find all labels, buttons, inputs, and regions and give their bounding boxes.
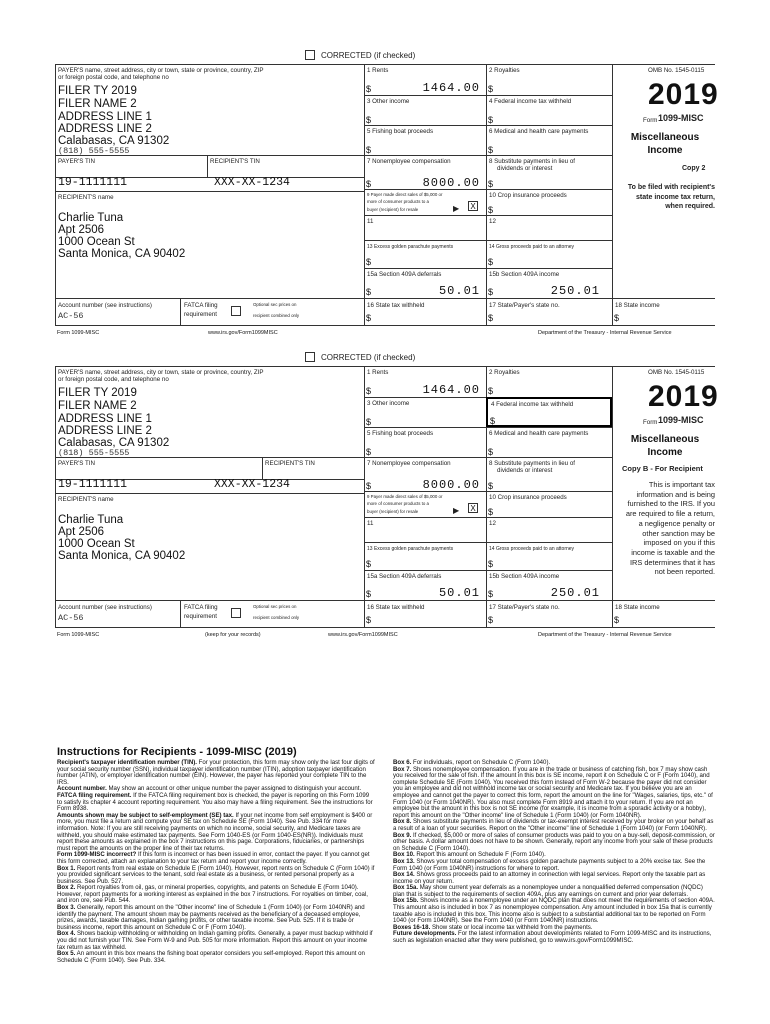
optional-label: Optional sec prices on bbox=[253, 604, 297, 609]
instruction-heading: Box 15a. bbox=[393, 884, 419, 892]
box10-dollar: $ bbox=[488, 205, 494, 215]
instruction-paragraph bbox=[393, 898, 715, 924]
footer-dept: Department of the Treasury - Internal Revenue Service bbox=[538, 330, 672, 336]
recipient-name-label: RECIPIENT'S name bbox=[58, 194, 114, 201]
instruction-heading: Box 10. bbox=[393, 851, 415, 859]
box18-dollar: $ bbox=[614, 313, 620, 323]
box8-label-2: dividends or interest bbox=[497, 467, 553, 474]
box1-label: 1 Rents bbox=[367, 369, 389, 376]
tax-year: 2019 bbox=[648, 78, 719, 111]
box7-label: 7 Nonemployee compensation bbox=[367, 460, 451, 467]
box5-label: 5 Fishing boat proceeds bbox=[367, 430, 434, 437]
form-title-2: Income bbox=[647, 145, 683, 156]
box4-label: 4 Federal income tax withheld bbox=[491, 401, 574, 408]
instruction-heading: Future developments. bbox=[393, 930, 457, 938]
box9-label-3: buyer (recipient) for resale bbox=[367, 509, 419, 514]
account-label: Account number (see instructions) bbox=[58, 302, 152, 309]
instruction-paragraph bbox=[57, 793, 375, 813]
box15a-value: 50.01 bbox=[438, 284, 480, 298]
payer-phone: (818) 555-5555 bbox=[58, 448, 130, 458]
optional-label-2: recipient combined only bbox=[253, 615, 300, 620]
instruction-text: Shows income as a nonemployee under an NQDC plan that does not meet the requirements of section 409A. This amount also is included in box 7 as nonemployee compensation. Any amount included in box 15a that is currently taxable also is included in this box. This income also is subject to a substantial additional tax to be reported on Form 1040 (or Form 1040NR). See the Form 1040 (or Form 1040NR) instructions. bbox=[393, 897, 715, 925]
box11-label: 11 bbox=[367, 520, 374, 527]
box14-label: 14 Gross proceeds paid to an attorney bbox=[489, 244, 575, 250]
instruction-paragraph bbox=[57, 951, 375, 964]
box15b-dollar: $ bbox=[488, 589, 494, 599]
recipient-tin: XXX-XX-1234 bbox=[214, 478, 290, 491]
instructions-title: Instructions for Recipients - 1099-MISC (2019) bbox=[57, 746, 297, 758]
instruction-text: May show an account or other unique number the payer assigned to distinguish your account. bbox=[106, 785, 362, 793]
copy-description: To be filed with recipient's state income tax return, when required. bbox=[627, 184, 715, 210]
box7-dollar: $ bbox=[366, 481, 372, 491]
instruction-text: For individuals, report on Schedule C (Form 1040). bbox=[411, 759, 551, 766]
box9-label: 9 Payer made direct sales of $5,000 or bbox=[367, 192, 443, 197]
instruction-heading: Box 13. bbox=[393, 857, 415, 865]
footer-form: Form 1099-MISC bbox=[57, 330, 100, 336]
instruction-text: Show state or local income tax withheld from the payments. bbox=[430, 923, 593, 931]
box12-label: 12 bbox=[489, 218, 496, 225]
instruction-heading: Box 5. bbox=[57, 950, 76, 958]
recipient-line: Apt 2506 bbox=[58, 224, 105, 236]
payer-line: FILER NAME 2 bbox=[58, 98, 137, 110]
box14-dollar: $ bbox=[488, 257, 494, 267]
instruction-heading: Box 8. bbox=[393, 818, 412, 826]
box2-dollar: $ bbox=[488, 386, 494, 396]
optional-label: Optional sec prices on bbox=[253, 302, 297, 307]
box1-dollar: $ bbox=[366, 84, 372, 94]
box4-dollar: $ bbox=[488, 115, 494, 125]
box8-label: 8 Substitute payments in lieu of bbox=[489, 158, 575, 165]
box15b-dollar: $ bbox=[488, 287, 494, 297]
footer-dept: Department of the Treasury - Internal Revenue Service bbox=[538, 632, 672, 638]
form-prefix: Form bbox=[643, 419, 658, 426]
instructions-left-column bbox=[57, 760, 375, 964]
payer-line: Calabasas, CA 91302 bbox=[58, 437, 170, 449]
box14-label: 14 Gross proceeds paid to an attorney bbox=[489, 546, 575, 552]
box5-dollar: $ bbox=[366, 447, 372, 457]
instruction-heading: Box 7. bbox=[393, 765, 412, 773]
instruction-text: Report royalties from oil, gas, or mineral properties, copyrights, and patents on Schedule E (Form 1040). However, report payments for a working interest as explained in the box 7 instructions. For royalties on timber, coal, and iron ore, see Pub. 544. bbox=[57, 884, 368, 905]
payer-line: ADDRESS LINE 2 bbox=[58, 425, 152, 437]
instruction-text: An amount in this box means the fishing boat operator considers you self-employed. Report this amount on Schedule C (Form 1040). See Pub. 334. bbox=[57, 950, 365, 964]
payer-phone: (818) 555-5555 bbox=[58, 146, 130, 156]
instruction-heading: Box 4. bbox=[57, 930, 76, 938]
box17-dollar: $ bbox=[488, 615, 494, 625]
box3-label: 3 Other income bbox=[367, 98, 410, 105]
box1-dollar: $ bbox=[366, 386, 372, 396]
copy-label: Copy B - For Recipient bbox=[622, 464, 703, 473]
payer-line: FILER NAME 2 bbox=[58, 400, 137, 412]
box15a-value: 50.01 bbox=[438, 586, 480, 600]
box1-value: 1464.00 bbox=[422, 383, 480, 397]
footer-url: www.irs.gov/Form1099MISC bbox=[328, 632, 398, 638]
payer-tin: 19-1111111 bbox=[58, 176, 128, 189]
payer-label-2: or foreign postal code, and telephone no bbox=[58, 74, 169, 81]
corrected-checkbox[interactable] bbox=[305, 352, 315, 362]
recipient-tin-label: RECIPIENT'S TIN bbox=[210, 158, 260, 165]
box4-dollar: $ bbox=[490, 416, 496, 426]
instruction-heading: Box 6. bbox=[393, 759, 412, 766]
instruction-paragraph bbox=[393, 931, 715, 944]
instruction-text: Report this amount on Schedule F (Form 1040). bbox=[414, 851, 546, 859]
recipient-tin: XXX-XX-1234 bbox=[214, 176, 290, 189]
instruction-heading: Box 9. bbox=[393, 831, 412, 839]
instruction-heading: Boxes 16-18. bbox=[393, 923, 431, 931]
instruction-text: Shows substitute payments in lieu of dividends or tax-exempt interest received by your broker on your behalf as a result of a loan of your securities. Report on the "Other income" line of Schedule 1 (Form 1040) (or Form 1040NR). bbox=[393, 818, 714, 832]
payer-line: Calabasas, CA 91302 bbox=[58, 135, 170, 147]
form-title-1: Miscellaneous bbox=[630, 434, 700, 445]
box10-label: 10 Crop insurance proceeds bbox=[489, 494, 567, 501]
payer-line: FILER TY 2019 bbox=[58, 85, 137, 97]
form-name: 1099-MISC bbox=[658, 415, 704, 425]
box13-dollar: $ bbox=[366, 559, 372, 569]
box11-label: 11 bbox=[367, 218, 374, 225]
recipient-line: 1000 Ocean St bbox=[58, 236, 135, 248]
payer-tin: 19-1111111 bbox=[58, 478, 128, 491]
box15b-value: 250.01 bbox=[550, 586, 600, 600]
recipient-line: Charlie Tuna bbox=[58, 514, 124, 526]
arrow-icon: ▶ bbox=[453, 506, 460, 515]
instruction-heading: Amounts shown may be subject to self-employment (SE) tax. bbox=[57, 811, 234, 819]
instruction-text: Shows backup withholding or withholding on Indian gaming profits. Generally, a payer must backup withhold if you did not furnish your TIN. See Form W-9 and Pub. 505 for more information. Report this amount on your income tax return as tax withheld. bbox=[57, 930, 373, 951]
box9-label-2: more of consumer products to a bbox=[367, 501, 429, 506]
footer-keep: (keep for your records) bbox=[205, 632, 261, 638]
box17-label: 17 State/Payer's state no. bbox=[489, 302, 560, 309]
payer-line: FILER TY 2019 bbox=[58, 387, 137, 399]
box9-checkbox[interactable]: X bbox=[468, 201, 478, 211]
box8-dollar: $ bbox=[488, 481, 494, 491]
box3-label: 3 Other income bbox=[367, 400, 410, 407]
box1-label: 1 Rents bbox=[367, 67, 389, 74]
box16-label: 16 State tax withheld bbox=[367, 302, 425, 309]
tax-year: 2019 bbox=[648, 380, 719, 413]
form-copy-2 bbox=[0, 0, 770, 345]
box10-label: 10 Crop insurance proceeds bbox=[489, 192, 567, 199]
instruction-heading: Box 1. bbox=[57, 864, 76, 872]
form-title-1: Miscellaneous bbox=[630, 132, 700, 143]
form-copy-b bbox=[0, 302, 770, 647]
payer-label: PAYER'S name, street address, city or town, state or province, country, ZIP bbox=[58, 67, 264, 74]
box15a-label: 15a Section 409A deferrals bbox=[367, 271, 442, 278]
fatca-label: FATCA filing bbox=[184, 302, 218, 309]
payer-tin-label: PAYER'S TIN bbox=[58, 158, 95, 165]
footer-form: Form 1099-MISC bbox=[57, 632, 100, 638]
box7-value: 8000.00 bbox=[422, 478, 480, 492]
instruction-paragraph bbox=[57, 885, 375, 905]
instructions-right-column bbox=[393, 760, 715, 945]
box8-label-2: dividends or interest bbox=[497, 165, 553, 172]
box15a-dollar: $ bbox=[366, 287, 372, 297]
box6-label: 6 Medical and health care payments bbox=[489, 128, 589, 135]
box1-value: 1464.00 bbox=[422, 81, 480, 95]
box5-dollar: $ bbox=[366, 145, 372, 155]
box13-label: 13 Excess golden parachute payments bbox=[367, 546, 454, 552]
optional-label-2: recipient combined only bbox=[253, 313, 300, 318]
box9-label-2: more of consumer products to a bbox=[367, 199, 429, 204]
instruction-paragraph bbox=[393, 767, 715, 820]
box15b-label: 15b Section 409A income bbox=[489, 271, 560, 278]
box18-dollar: $ bbox=[614, 615, 620, 625]
box15b-value: 250.01 bbox=[550, 284, 600, 298]
omb-number: OMB No. 1545-0115 bbox=[648, 369, 705, 376]
account-number: AC-56 bbox=[58, 311, 84, 321]
corrected-label: CORRECTED (if checked) bbox=[321, 353, 416, 362]
instruction-heading: Box 15b. bbox=[393, 897, 419, 905]
payer-line: ADDRESS LINE 1 bbox=[58, 111, 152, 123]
copy-description: This is important tax information and is being furnished to the IRS. If you are required to file a return, a negligence penalty or other sanction may be imposed on you if this income is taxable and the IRS determines that it has not been reported. bbox=[625, 480, 715, 577]
box6-dollar: $ bbox=[488, 145, 494, 155]
corrected-label: CORRECTED (if checked) bbox=[321, 51, 416, 60]
box16-label: 16 State tax withheld bbox=[367, 604, 425, 611]
box15a-dollar: $ bbox=[366, 589, 372, 599]
recipient-line: Santa Monica, CA 90402 bbox=[58, 248, 186, 260]
omb-number: OMB No. 1545-0115 bbox=[648, 67, 705, 74]
box13-label: 13 Excess golden parachute payments bbox=[367, 244, 454, 250]
recipient-line: Santa Monica, CA 90402 bbox=[58, 550, 186, 562]
recipient-line: 1000 Ocean St bbox=[58, 538, 135, 550]
box2-label: 2 Royalties bbox=[489, 67, 520, 74]
box9-label: 9 Payer made direct sales of $5,000 or bbox=[367, 494, 443, 499]
box16-dollar: $ bbox=[366, 313, 372, 323]
box9-checkbox[interactable]: X bbox=[468, 503, 478, 513]
recipient-tin-label: RECIPIENT'S TIN bbox=[265, 460, 315, 467]
instruction-text: Report rents from real estate on Schedule E (Form 1040). However, report rents on Schedule C (Form 1040) if you provided significant services to the tenant, sold real estate as a business, or rented personal property as a business. See Pub. 527. bbox=[57, 864, 375, 885]
fatca-label: FATCA filing bbox=[184, 604, 218, 611]
box7-value: 8000.00 bbox=[422, 176, 480, 190]
copy-label: Copy 2 bbox=[682, 165, 706, 172]
box3-dollar: $ bbox=[366, 417, 372, 427]
box9-label-3: buyer (recipient) for resale bbox=[367, 207, 419, 212]
box13-dollar: $ bbox=[366, 257, 372, 267]
instruction-text: Generally, report this amount on the "Other income" line of Schedule 1 (Form 1040) (or Form 1040NR) and identify the payment. The amount shown may be payments received as the beneficiary of a deceased employee, prizes, awards, taxable damages, Indian gaming profits, or other taxable income. See Pub. 525. If it is trade or business income, report this amount on Schedule C or F (Form 1040). bbox=[57, 904, 365, 931]
box10-dollar: $ bbox=[488, 507, 494, 517]
instruction-paragraph bbox=[57, 931, 375, 951]
instruction-text: If your net income from self employment is $400 or more, you must file a return and compute your SE tax on Schedule SE (Form 1040). See Pub. 334 for more information. Note: If you are still receiving payments on which no income, social security, and Medicare taxes are withheld, you should make estimated tax payments. See Form 1040-ES (or Form 1040-ES(NR)). Individuals must report these amounts as explained in the box 7 instructions on this page. Corporations, fiduciaries, or partnerships must report the amounts on the proper line of their tax returns. bbox=[57, 811, 373, 852]
instruction-paragraph bbox=[57, 760, 375, 786]
box17-label: 17 State/Payer's state no. bbox=[489, 604, 560, 611]
instruction-text: For the latest information about developments related to Form 1099-MISC and its instructions, such as legislation enacted after they were published, go to www.irs.gov/Form1099MISC. bbox=[393, 930, 712, 945]
box8-label: 8 Substitute payments in lieu of bbox=[489, 460, 575, 467]
instruction-paragraph bbox=[57, 866, 375, 886]
box3-dollar: $ bbox=[366, 115, 372, 125]
instruction-heading: Recipient's taxpayer identification number (TIN). bbox=[57, 759, 197, 766]
box18-label: 18 State income bbox=[615, 302, 660, 309]
box6-label: 6 Medical and health care payments bbox=[489, 430, 589, 437]
account-label: Account number (see instructions) bbox=[58, 604, 152, 611]
arrow-icon: ▶ bbox=[453, 204, 460, 213]
instruction-heading: Account number. bbox=[57, 785, 107, 793]
instruction-text: If the FATCA filing requirement box is checked, the payer is reporting on this Form 1099 to satisfy its chapter 4 account reporting requirement. You also may have a filing requirement. See the instructions for Form 8938. bbox=[57, 791, 373, 813]
box15b-label: 15b Section 409A income bbox=[489, 573, 560, 580]
fatca-checkbox[interactable] bbox=[231, 608, 241, 618]
instruction-heading: Box 3. bbox=[57, 904, 76, 912]
box4-label: 4 Federal income tax withheld bbox=[489, 98, 572, 105]
instruction-text: For your protection, this form may show only the last four digits of your social security number (SSN), individual taxpayer identification number (ITIN), adoption taxpayer identification number (ATIN), or employer identification number (EIN). However, the payer has reported your complete TIN to the IRS. bbox=[57, 759, 375, 786]
fatca-label-2: requirement bbox=[184, 613, 218, 620]
box7-label: 7 Nonemployee compensation bbox=[367, 158, 451, 165]
payer-label: PAYER'S name, street address, city or town, state or province, country, ZIP bbox=[58, 369, 264, 376]
box18-label: 18 State income bbox=[615, 604, 660, 611]
instruction-heading: FATCA filing requirement. bbox=[57, 791, 132, 799]
box5-label: 5 Fishing boat proceeds bbox=[367, 128, 434, 135]
payer-tin-label: PAYER'S TIN bbox=[58, 460, 95, 467]
instruction-heading: Box 2. bbox=[57, 884, 76, 892]
instruction-paragraph bbox=[393, 833, 715, 853]
instruction-text: Shows gross proceeds paid to an attorney in connection with legal services. Report only the taxable part as income on your return. bbox=[393, 871, 706, 885]
form-prefix: Form bbox=[643, 117, 658, 124]
account-number: AC-56 bbox=[58, 613, 84, 623]
recipient-line: Charlie Tuna bbox=[58, 212, 124, 224]
box17-dollar: $ bbox=[488, 313, 494, 323]
payer-line: ADDRESS LINE 2 bbox=[58, 123, 152, 135]
box14-dollar: $ bbox=[488, 559, 494, 569]
instruction-text: Shows nonemployee compensation. If you are in the trade or business of catching fish, box 7 may show cash you received for the sale of fish. If the amount in this box is SE income, report it on Schedule C or F (Form 1040), and complete Schedule SE (Form 1040). You received this form instead of Form W-2 because the payer did not consider you an employee and did not withhold income tax or social security and Medicare tax. If you believe you are an employee and cannot get the payer to correct this form, report the amount on the line for "Wages, salaries, tips, etc." of Form 1040 (or Form 1040NR). You also must complete Form 8919 and attach it to your return. If you are not an employee but the amount in this box is not SE income (for example, it is income from a sporadic activity or a hobby), report this amount on the "Other income" line of Schedule 1 (Form 1040) (or Form 1040NR). bbox=[393, 765, 713, 819]
instruction-text: If checked, $5,000 or more of sales of consumer products was paid to you on a buy-sell, deposit-commission, or other basis. A dollar amount does not have to be shown. Generally, report any income from your sale of these products on Schedule C (Form 1040). bbox=[393, 831, 715, 852]
box2-label: 2 Royalties bbox=[489, 369, 520, 376]
corrected-checkbox[interactable] bbox=[305, 50, 315, 60]
form-title-2: Income bbox=[647, 447, 683, 458]
fatca-label-2: requirement bbox=[184, 311, 218, 318]
instruction-paragraph bbox=[57, 813, 375, 853]
recipient-line: Apt 2506 bbox=[58, 526, 105, 538]
footer-url: www.irs.gov/Form1099MISC bbox=[208, 330, 278, 336]
box6-dollar: $ bbox=[488, 447, 494, 457]
instruction-heading: Box 14. bbox=[393, 871, 415, 879]
instruction-paragraph bbox=[57, 905, 375, 931]
instruction-heading: Form 1099-MISC incorrect? bbox=[57, 851, 137, 859]
box16-dollar: $ bbox=[366, 615, 372, 625]
payer-line: ADDRESS LINE 1 bbox=[58, 413, 152, 425]
form-name: 1099-MISC bbox=[658, 113, 704, 123]
recipient-name-label: RECIPIENT'S name bbox=[58, 496, 114, 503]
instruction-text: If this form is incorrect or has been issued in error, contact the payer. If you cannot get this form corrected, attach an explanation to your tax return and report your income correctly. bbox=[57, 851, 370, 865]
box7-dollar: $ bbox=[366, 179, 372, 189]
box12-label: 12 bbox=[489, 520, 496, 527]
payer-label-2: or foreign postal code, and telephone no bbox=[58, 376, 169, 383]
instruction-text: May show current year deferrals as a nonemployee under a nonqualified deferred compensation (NQDC) plan that is subject to the requirements of section 409A, plus any earnings on current and prior year deferrals. bbox=[393, 884, 703, 898]
instruction-text: Shows your total compensation of excess golden parachute payments subject to a 20% excise tax. See the Form 1040 (or Form 1040NR) instructions for where to report. bbox=[393, 857, 706, 872]
box8-dollar: $ bbox=[488, 179, 494, 189]
box15a-label: 15a Section 409A deferrals bbox=[367, 573, 442, 580]
box2-dollar: $ bbox=[488, 84, 494, 94]
